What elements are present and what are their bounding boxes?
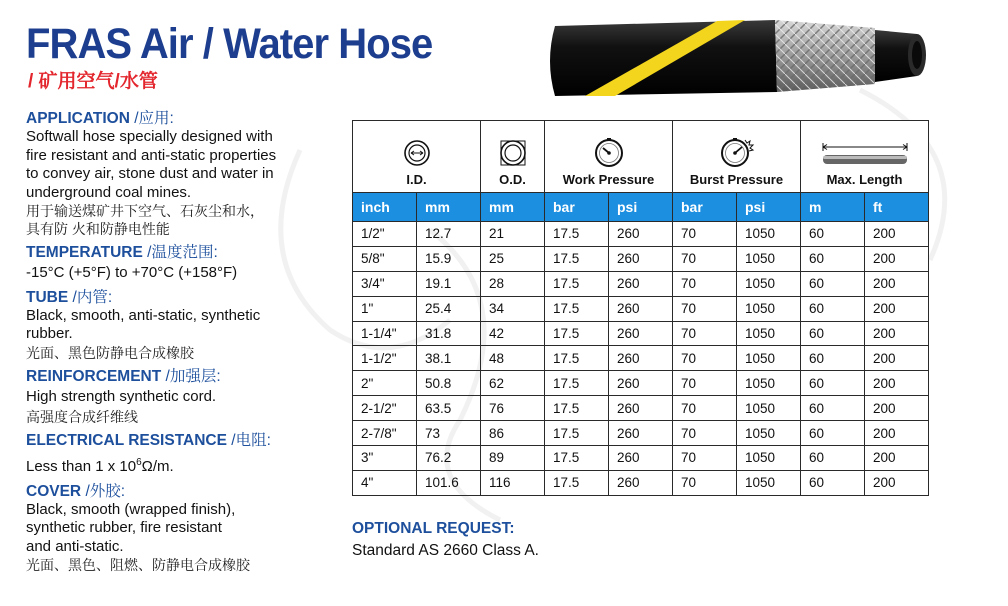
page-title: FRAS Air / Water Hose xyxy=(26,20,433,68)
table-cell: 260 xyxy=(609,222,673,247)
table-cell: 17.5 xyxy=(545,371,609,396)
application-text-line: underground coal mines. xyxy=(26,183,192,201)
table-unit-row xyxy=(353,193,929,222)
table-cell: 60 xyxy=(801,321,865,346)
table-cell: 17.5 xyxy=(545,446,609,471)
reinforcement-heading: REINFORCEMENT /加强层: xyxy=(26,367,221,385)
table-cell: 70 xyxy=(673,321,737,346)
optional-request-text: Standard AS 2660 Class A. xyxy=(352,542,539,559)
max-length-group-label: Max. Length xyxy=(826,172,903,187)
cover-text-line: synthetic rubber, fire resistant xyxy=(26,519,222,536)
table-cell: 2" xyxy=(353,371,417,396)
table-cell: 3" xyxy=(353,446,417,471)
table-cell: 19.1 xyxy=(417,271,481,296)
max-length-group-header xyxy=(801,121,929,193)
inner-diameter-icon xyxy=(402,138,432,168)
table-cell: 17.5 xyxy=(545,296,609,321)
table-cell: 200 xyxy=(865,246,929,271)
table-row xyxy=(353,222,929,247)
work-pressure-group-header xyxy=(545,121,673,193)
electrical-resistance-text: Less than 1 x $10^6\Omega/m$. xyxy=(26,457,174,475)
table-cell: 70 xyxy=(673,222,737,247)
table-cell: 60 xyxy=(801,446,865,471)
table-cell: 50.8 xyxy=(417,371,481,396)
table-cell: 70 xyxy=(673,271,737,296)
application-cn-line: 用于输送煤矿井下空气、石灰尘和水， xyxy=(26,203,264,219)
table-cell: 1-1/4" xyxy=(353,321,417,346)
specification-table xyxy=(352,120,929,496)
table-body xyxy=(353,222,929,496)
temperature-heading: TEMPERATURE /温度范围: xyxy=(26,244,218,261)
table-cell: 2-7/8" xyxy=(353,421,417,446)
outer-diameter-icon xyxy=(498,138,528,168)
application-text-line: fire resistant and anti-static properties xyxy=(26,146,277,164)
table-cell: 17.5 xyxy=(545,470,609,495)
cover-text-line: Black, smooth (wrapped finish), xyxy=(26,500,236,518)
table-cell: 42 xyxy=(481,321,545,346)
table-cell: 200 xyxy=(865,296,929,321)
table-row xyxy=(353,446,929,471)
temperature-text: -15°C (+5°F) to +70°C (+158°F) xyxy=(26,264,238,281)
table-cell: 1050 xyxy=(737,222,801,247)
table-cell: 1/2" xyxy=(353,222,417,247)
unit-cell: m xyxy=(801,193,865,222)
table-cell: 3/4" xyxy=(353,271,417,296)
table-cell: 200 xyxy=(865,446,929,471)
table-cell: 260 xyxy=(609,296,673,321)
reinforcement-cn-line: 高强度合成纤维线 xyxy=(26,409,138,425)
table-cell: 260 xyxy=(609,346,673,371)
unit-cell: mm xyxy=(481,193,545,222)
table-row xyxy=(353,246,929,271)
table-cell: 1050 xyxy=(737,296,801,321)
table-cell: 31.8 xyxy=(417,321,481,346)
table-cell: 260 xyxy=(609,271,673,296)
table-cell: 34 xyxy=(481,296,545,321)
table-cell: 62 xyxy=(481,371,545,396)
optional-request-heading: OPTIONAL REQUEST: xyxy=(352,520,515,537)
table-cell: 60 xyxy=(801,470,865,495)
unit-cell: mm xyxy=(417,193,481,222)
tube-cn-line: 光面、黑色防静电合成橡胶 xyxy=(26,344,194,361)
table-cell: 70 xyxy=(673,346,737,371)
table-cell: 17.5 xyxy=(545,421,609,446)
table-cell: 60 xyxy=(801,271,865,296)
table-cell: 200 xyxy=(865,346,929,371)
table-row xyxy=(353,421,929,446)
table-cell: 200 xyxy=(865,421,929,446)
table-row xyxy=(353,470,929,495)
cover-text-line: and anti-static. xyxy=(26,537,124,555)
table-row xyxy=(353,321,929,346)
unit-cell: inch xyxy=(353,193,417,222)
unit-cell: bar xyxy=(545,193,609,222)
application-text-line: to convey air, stone dust and water in xyxy=(26,165,274,182)
table-cell: 76 xyxy=(481,396,545,421)
table-cell: 200 xyxy=(865,371,929,396)
table-cell: 48 xyxy=(481,346,545,371)
table-cell: 86 xyxy=(481,421,545,446)
table-cell: 4" xyxy=(353,470,417,495)
table-cell: 2-1/2" xyxy=(353,396,417,421)
hose-product-image xyxy=(545,14,940,98)
table-cell: 28 xyxy=(481,271,545,296)
work-pressure-group-label: Work Pressure xyxy=(562,172,655,187)
table-cell: 200 xyxy=(865,396,929,421)
table-cell: 89 xyxy=(481,446,545,471)
tube-heading: TUBE /内管: xyxy=(26,288,113,306)
table-cell: 200 xyxy=(865,271,929,296)
table-cell: 1050 xyxy=(737,470,801,495)
table-cell: 260 xyxy=(609,371,673,396)
table-cell: 200 xyxy=(865,222,929,247)
hose-length-icon xyxy=(819,138,911,168)
table-cell: 1050 xyxy=(737,346,801,371)
table-cell: 60 xyxy=(801,396,865,421)
table-cell: 17.5 xyxy=(545,396,609,421)
unit-cell: bar xyxy=(673,193,737,222)
tube-text-line: Black, smooth, anti-static, synthetic xyxy=(26,306,261,324)
table-cell: 1050 xyxy=(737,421,801,446)
unit-cell: psi xyxy=(609,193,673,222)
table-cell: 38.1 xyxy=(417,346,481,371)
table-cell: 70 xyxy=(673,296,737,321)
table-cell: 70 xyxy=(673,446,737,471)
table-cell: 76.2 xyxy=(417,446,481,471)
application-heading: APPLICATION /应用: xyxy=(26,110,174,127)
table-cell: 260 xyxy=(609,396,673,421)
burst-gauge-icon xyxy=(719,136,755,168)
table-cell: 12.7 xyxy=(417,222,481,247)
cover-cn-line: 光面、黑色、阻燃、防静电合成橡胶 xyxy=(26,557,250,573)
table-cell: 1050 xyxy=(737,396,801,421)
table-row xyxy=(353,271,929,296)
electrical-resistance-heading: ELECTRICAL RESISTANCE /电阻: xyxy=(26,432,271,449)
spec-description-column xyxy=(26,110,326,574)
application-text-line: Softwall hose specially designed with xyxy=(26,128,273,145)
table-cell: 17.5 xyxy=(545,271,609,296)
table-cell: 17.5 xyxy=(545,346,609,371)
table-cell: 21 xyxy=(481,222,545,247)
id-group-header xyxy=(353,121,481,193)
reinforcement-text: High strength synthetic cord. xyxy=(26,387,217,405)
id-group-label: I.D. xyxy=(406,172,427,187)
table-cell: 70 xyxy=(673,246,737,271)
table-cell: 60 xyxy=(801,296,865,321)
table-cell: 60 xyxy=(801,371,865,396)
table-cell: 60 xyxy=(801,421,865,446)
table-cell: 70 xyxy=(673,396,737,421)
burst-pressure-group-label: Burst Pressure xyxy=(689,172,784,187)
application-cn-line: 具有防 火和防静电性能 xyxy=(26,221,170,237)
table-cell: 200 xyxy=(865,321,929,346)
table-cell: 116 xyxy=(481,470,545,495)
table-cell: 73 xyxy=(417,421,481,446)
table-cell: 260 xyxy=(609,321,673,346)
table-cell: 1050 xyxy=(737,321,801,346)
tube-text-line: rubber. xyxy=(26,325,73,342)
table-cell: 260 xyxy=(609,246,673,271)
table-row xyxy=(353,371,929,396)
table-cell: 15.9 xyxy=(417,246,481,271)
table-cell: 5/8" xyxy=(353,246,417,271)
table-cell: 260 xyxy=(609,470,673,495)
table-cell: 101.6 xyxy=(417,470,481,495)
unit-cell: psi xyxy=(737,193,801,222)
table-cell: 1-1/2" xyxy=(353,346,417,371)
table-cell: 70 xyxy=(673,421,737,446)
table-cell: 60 xyxy=(801,222,865,247)
cover-heading: COVER /外胶: xyxy=(26,482,126,500)
table-cell: 17.5 xyxy=(545,246,609,271)
table-cell: 17.5 xyxy=(545,222,609,247)
table-cell: 200 xyxy=(865,470,929,495)
table-cell: 25.4 xyxy=(417,296,481,321)
table-cell: 25 xyxy=(481,246,545,271)
table-cell: 1050 xyxy=(737,246,801,271)
table-cell: 1050 xyxy=(737,371,801,396)
table-cell: 1050 xyxy=(737,446,801,471)
table-row xyxy=(353,346,929,371)
table-cell: 260 xyxy=(609,421,673,446)
burst-pressure-group-header xyxy=(673,121,801,193)
table-group-header-row xyxy=(353,121,929,193)
table-cell: 17.5 xyxy=(545,321,609,346)
table-cell: 60 xyxy=(801,346,865,371)
od-group-header xyxy=(481,121,545,193)
table-cell: 70 xyxy=(673,371,737,396)
table-cell: 63.5 xyxy=(417,396,481,421)
table-cell: 1050 xyxy=(737,271,801,296)
page-subtitle: / 矿用空气/水管 xyxy=(28,71,158,92)
od-group-label: O.D. xyxy=(499,172,526,187)
table-cell: 70 xyxy=(673,470,737,495)
table-row xyxy=(353,396,929,421)
pressure-gauge-icon xyxy=(593,136,625,168)
table-cell: 60 xyxy=(801,246,865,271)
table-row xyxy=(353,296,929,321)
unit-cell: ft xyxy=(865,193,929,222)
table-cell: 1" xyxy=(353,296,417,321)
table-cell: 260 xyxy=(609,446,673,471)
